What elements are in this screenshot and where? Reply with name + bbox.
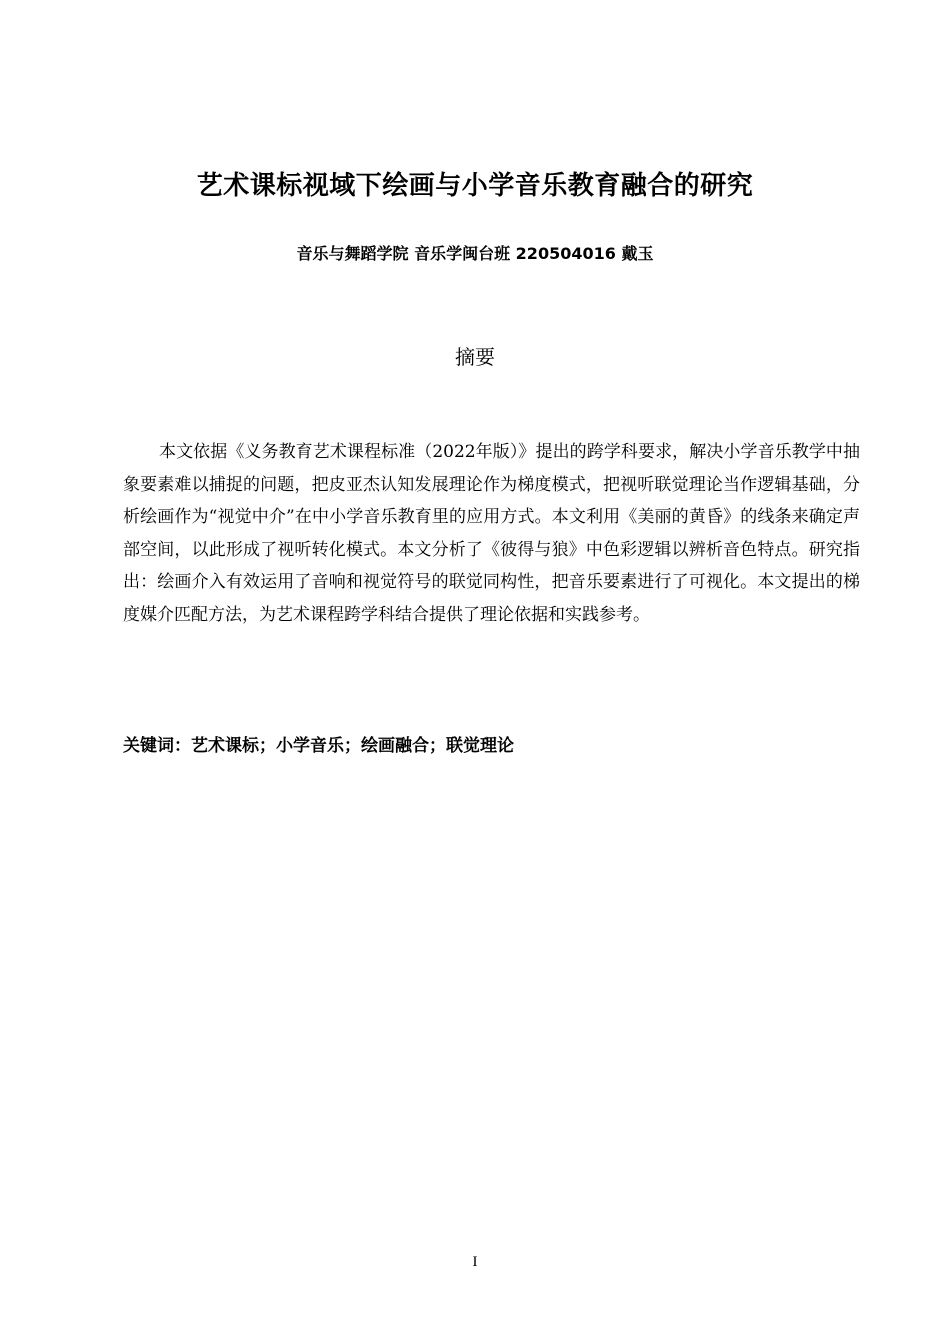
paper-title: 艺术课标视域下绘画与小学音乐教育融合的研究 xyxy=(196,171,754,201)
keywords-line: 关键词：艺术课标；小学音乐；绘画融合；联觉理论 xyxy=(123,736,514,756)
abstract-body: 本文依据《义务教育艺术课程标准（2022年版）》提出的跨学科要求，解决小学音乐教学中抽象要素难以捕捉的问题，把皮亚杰认知发展理论作为梯度模式，把视听联觉理论当作逻辑基础，分析绘画作为“视觉中介”在中小学音乐教育里的应用方式。本文利用《美丽的黄昏》的线条来确定声部空间，以此形成了视听转化模式。本文分析了《彼得与狼》中色彩逻辑以辨析音色特点。研究指出：绘画介入有效运用了音响和视觉符号的联觉同构性，把音乐要素进行了可视化。本文提出的梯度媒介匹配方法，为艺术课程跨学科结合提供了理论依据和实践参考。 xyxy=(123,442,860,625)
page-number: I xyxy=(472,1254,478,1270)
author-line: 音乐与舞蹈学院 音乐学闽台班 220504016 戴玉 xyxy=(296,244,654,263)
abstract-heading: 摘要 xyxy=(455,345,495,369)
